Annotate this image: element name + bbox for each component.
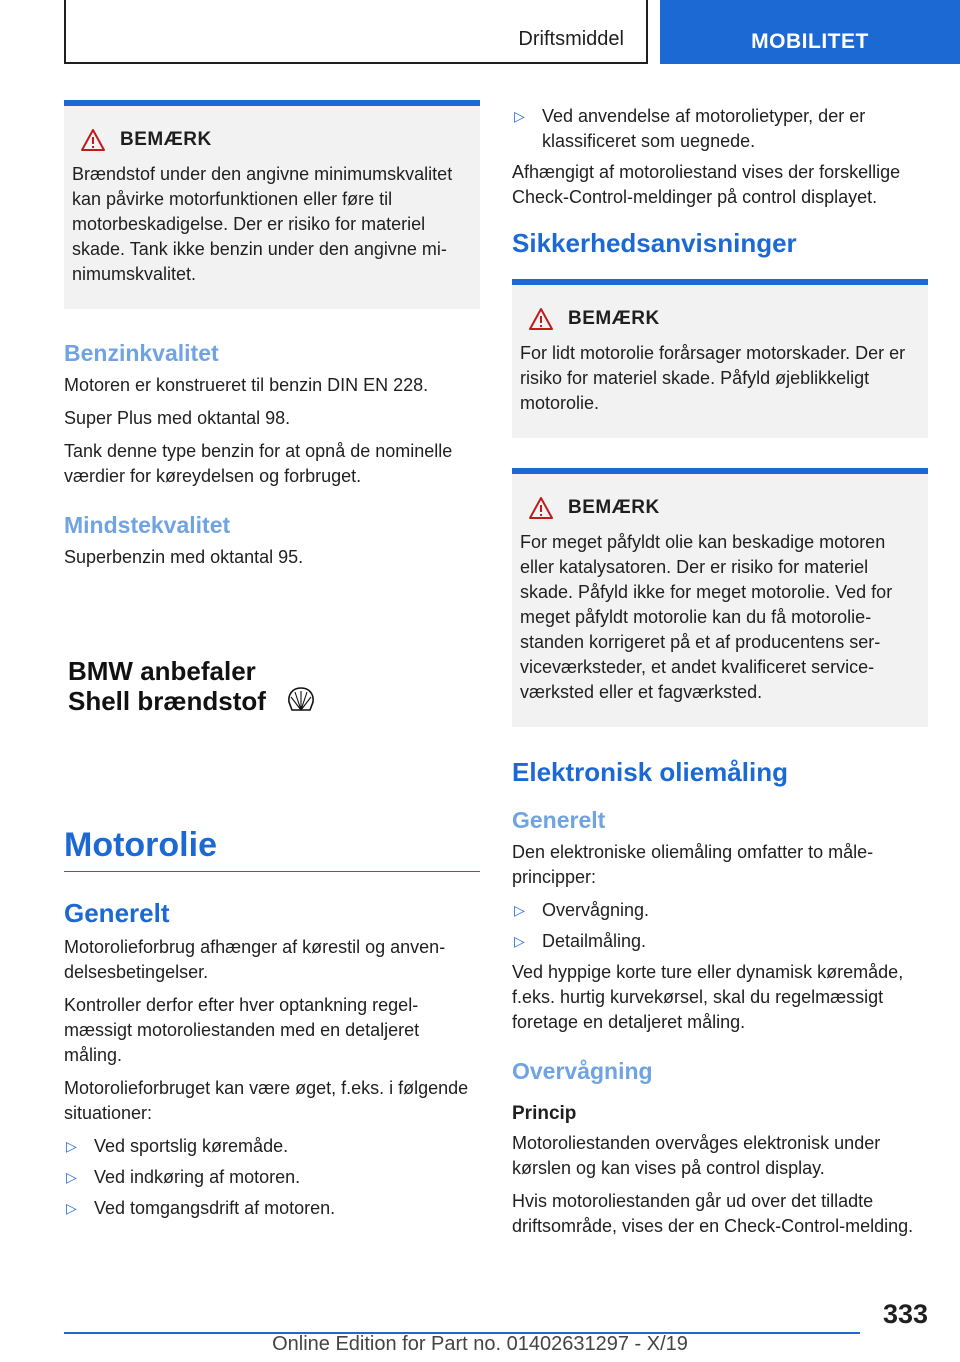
shell-ad-line2: Shell brændstof <box>68 686 266 716</box>
warning-icon <box>528 307 554 331</box>
list-item: ▷ Overvågning. <box>512 898 928 923</box>
heading-elektronisk-oliemaaling: Elektronisk oliemåling <box>512 757 788 787</box>
bullet-triangle-icon: ▷ <box>66 1138 77 1154</box>
heading-generelt: Generelt <box>512 807 606 833</box>
notice-text: For lidt motorolie forårsager motorskader. Der er risiko for materiel skade. Påfyld øjeblikkeligt motorolie. <box>520 343 906 413</box>
shell-ad-line1: BMW anbefaler <box>68 656 256 686</box>
notice-title: BEMÆRK <box>120 129 212 150</box>
notice-title: BEMÆRK <box>568 308 660 329</box>
paragraph: Hvis motoroliestanden går ud over det tilladte driftsområde, vises der en Check-Control-melding. <box>512 1191 914 1236</box>
paragraph: Motorolieforbruget kan være øget, f.eks. i følgende situationer: <box>64 1078 469 1123</box>
heading-motorolie: Motorolie <box>64 826 480 872</box>
list-item: ▷ Ved anvendelse af motorolietyper, der er klassificeret som uegnede. <box>512 104 928 154</box>
list-item: ▷ Ved indkøring af motoren. <box>64 1165 480 1190</box>
paragraph: Ved hyppige korte ture eller dynamisk køremåde, f.eks. hurtig kurvekørsel, skal du regelmæssigt foretage en detaljeret måling. <box>512 962 904 1032</box>
list-item: ▷ Ved sportslig køremåde. <box>64 1134 480 1159</box>
bullet-triangle-icon: ▷ <box>514 108 525 124</box>
notice-box <box>512 279 928 438</box>
notice-text: Brændstof under den angivne minimumskvalitet kan påvirke motorfunktionen eller føre til motorbeskadigelse. Der er risiko for materiel skade. Tank ikke benzin under den angivne minimumskvalitet. <box>72 164 453 284</box>
paragraph: Motorolieforbrug afhænger af kørestil og anvendelsesbetingelser. <box>64 937 446 982</box>
shell-ad <box>64 596 480 806</box>
paragraph: Tank denne type benzin for at opnå de nominelle værdier for køreydelsen og forbruget. <box>64 441 453 486</box>
list-item: ▷ Ved tomgangsdrift af motoren. <box>64 1196 480 1221</box>
paragraph: Superbenzin med oktantal 95. <box>64 547 304 567</box>
notice-box <box>512 468 928 727</box>
paragraph: Afhængigt af motoroliestand vises der forskellige Check-Control-meldinger på control displayet. <box>512 162 901 207</box>
right-column <box>512 104 928 1247</box>
heading-generelt: Generelt <box>64 898 170 928</box>
list-item: ▷ Detailmåling. <box>512 929 928 954</box>
paragraph: Den elektroniske oliemåling omfatter to måleprincipper: <box>512 842 874 887</box>
notice-title: BEMÆRK <box>568 497 660 518</box>
page-number: 333 <box>882 1299 928 1329</box>
header-box <box>64 0 648 64</box>
paragraph: Super Plus med oktantal 98. <box>64 408 291 428</box>
warning-icon <box>528 496 554 520</box>
notice-box <box>64 100 480 309</box>
paragraph: Motoroliestanden overvåges elektronisk under kørslen og kan vises på control display. <box>512 1133 881 1178</box>
paragraph: Kontroller derfor efter hver optankning regelmæssigt motoroliestanden med en detaljeret måling. <box>64 995 420 1065</box>
left-column <box>64 100 480 1227</box>
chapter-tab[interactable] <box>660 0 960 64</box>
heading-benzinkvalitet: Benzinkvalitet <box>64 340 219 366</box>
heading-sikkerhedsanvisninger: Sikkerhedsanvisninger <box>512 228 797 258</box>
heading-overvaagning: Overvågning <box>512 1058 653 1084</box>
subheading-princip: Princip <box>512 1103 577 1124</box>
notice-text: For meget påfyldt olie kan beskadige motoren eller katalysatoren. Der er risiko for materiel skade. Påfyld ikke for meget motorolie. Ved for meget påfyldt motorolie kan du få motoroliestanden korrigeret på et af producentens serviceværksteder, et andet kvalificeret serviceværksted eller et fagværksted. <box>520 532 893 702</box>
chapter-tab-label: MOBILITET <box>751 30 869 53</box>
footer-edition-link[interactable]: Online Edition for Part no. 01402631297 - X/19 <box>272 1333 688 1355</box>
bullet-triangle-icon: ▷ <box>514 933 525 949</box>
warning-icon <box>80 128 106 152</box>
shell-logo-icon <box>286 686 316 714</box>
bullet-triangle-icon: ▷ <box>514 902 525 918</box>
section-title: Driftsmiddel <box>518 28 624 50</box>
bullet-triangle-icon: ▷ <box>66 1169 77 1185</box>
bullet-triangle-icon: ▷ <box>66 1200 77 1216</box>
heading-mindstekvalitet: Mindstekvalitet <box>64 512 231 538</box>
paragraph: Motoren er konstrueret til benzin DIN EN 228. <box>64 375 429 395</box>
